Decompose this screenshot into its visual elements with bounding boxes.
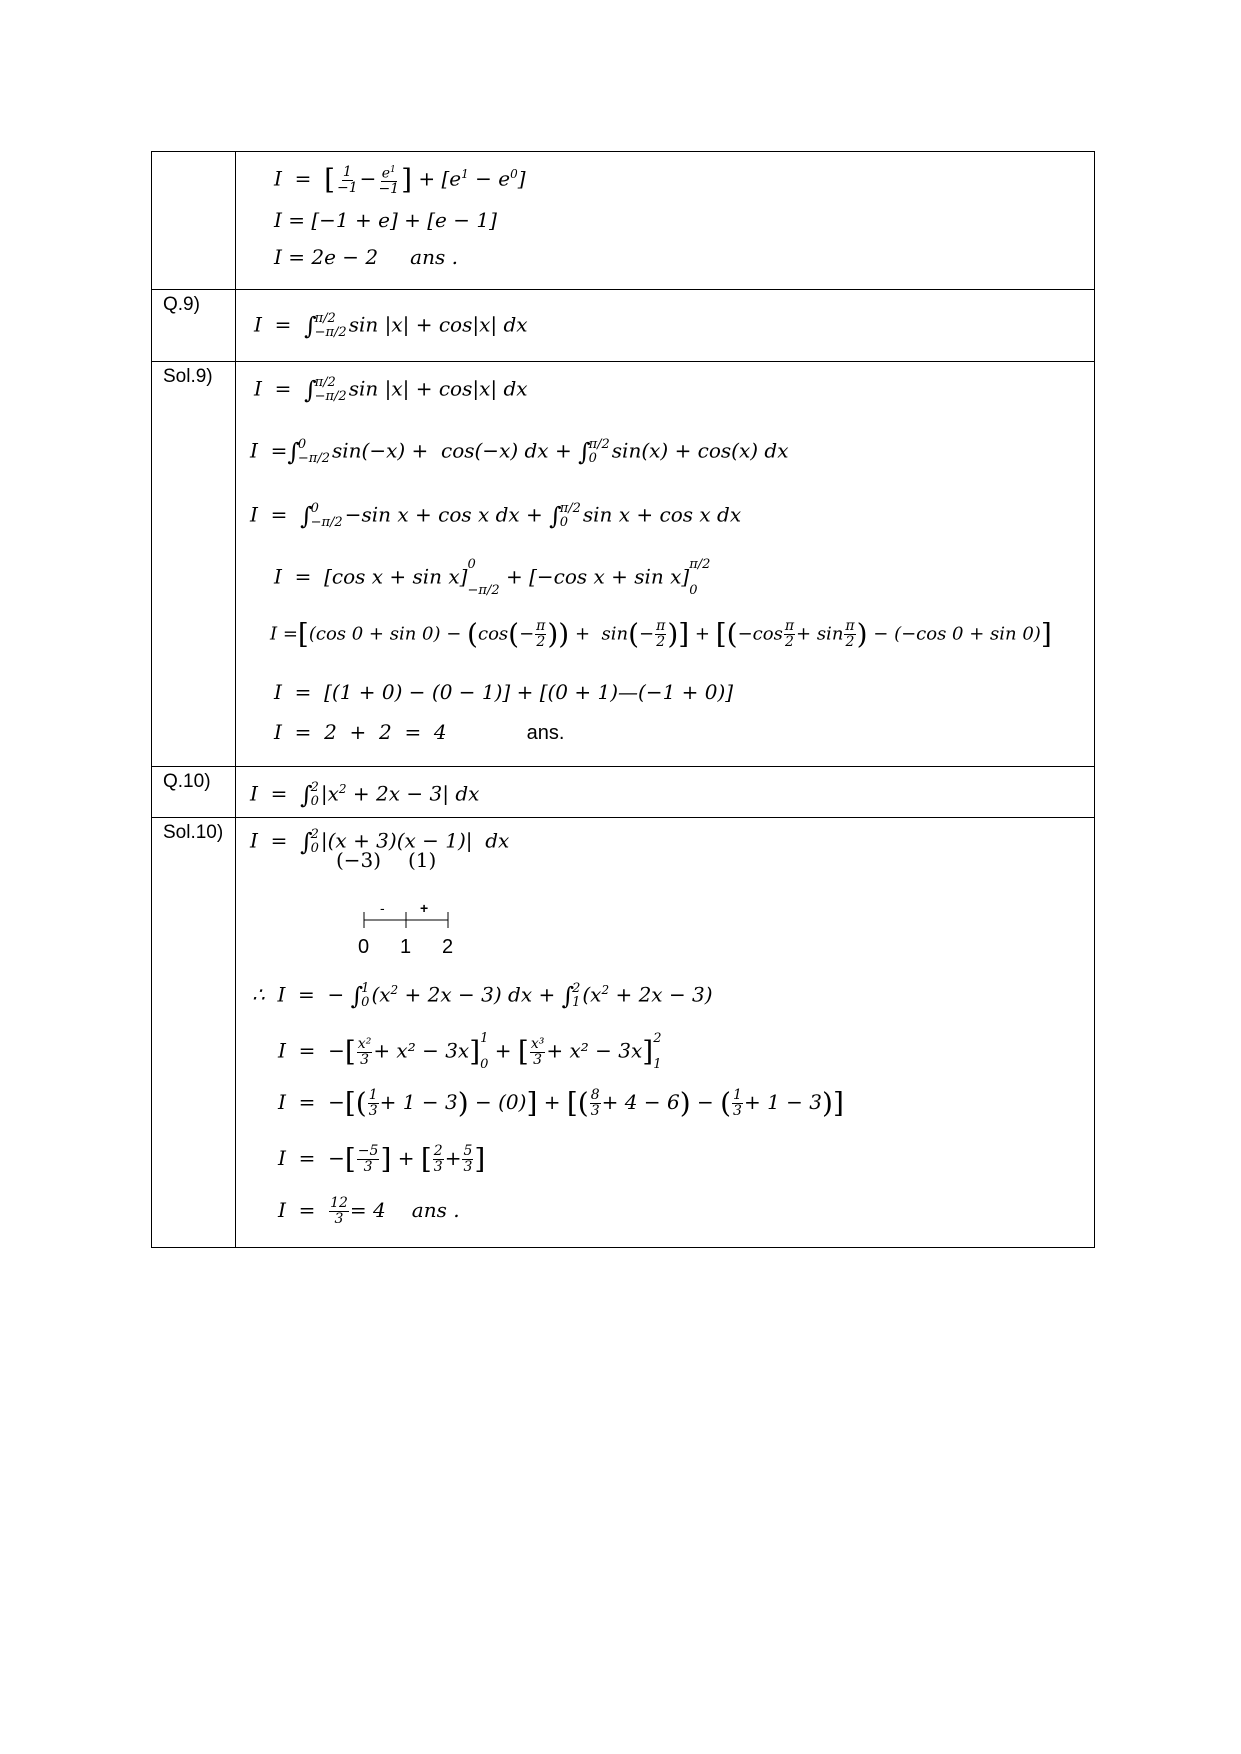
- equation-line: [274, 245, 458, 269]
- table-row: [152, 818, 1095, 1248]
- table-row: [152, 152, 1095, 290]
- question-equation: I = ∫ π/2 −π/2 sin |x| + cos|x| dx: [254, 311, 528, 340]
- solution-label: Sol.9): [152, 362, 236, 767]
- factor-root: (1): [408, 848, 437, 872]
- equation-line: I = [−1 + e] + [e − 1]: [274, 208, 497, 232]
- question-equation: I = ∫ 2 0 $|x^2 + 2x - 3|$ dx: [250, 780, 480, 810]
- factor-root: (−3): [336, 848, 382, 872]
- equation-line: I = [ $\frac{1}{-1}$ − $\frac{e^1}{-1}$ ] + $[e^1 - e^0]$: [274, 163, 526, 198]
- solution-content: [236, 362, 1095, 767]
- equation-line: I = [cos x + sin x] 0 −π/2 + [−cos x + sin x] π/2 0: [274, 557, 711, 598]
- equation-line: I = ∫ 2 0 |(x + 3)(x − 1)| dx: [250, 827, 510, 856]
- solutions-table: [151, 151, 1095, 1248]
- sign-plus: +: [420, 900, 429, 916]
- equation-line: I = −[ $\frac{\text{x²}}{3}$ + x² − 3x] 1 0 + [ $\frac{\text{x³}}{3}$ + x² − 3x] 2 1: [278, 1031, 662, 1072]
- tick-label: 0: [358, 936, 370, 958]
- table-row: [152, 290, 1095, 362]
- solution-content: [236, 818, 1095, 1248]
- sign-minus: -: [380, 900, 385, 916]
- equation-line: I = ∫ 0 −π/2 −sin x + cos x dx + ∫ π/2 0 sin x + cos x dx: [250, 501, 742, 530]
- sign-number-line: [356, 902, 456, 958]
- solution-label: Sol.10): [152, 818, 236, 1248]
- equation-line: I = [(1 + 0) − (0 − 1)] + [(0 + 1)—(−1 + 0)]: [274, 680, 734, 704]
- row-label: [152, 152, 236, 290]
- row-content: [236, 152, 1095, 290]
- equation-line: I = $\frac{12}{3}$ = 4 ans .: [278, 1195, 460, 1227]
- equation-line: I = 2 + 2 = 4 ans.: [274, 720, 565, 744]
- tick-label: 1: [400, 936, 412, 958]
- question-content: [236, 767, 1095, 818]
- question-label: Q.9): [152, 290, 236, 362]
- equation-line: I = −[( $\frac{1}{3}$ + 1 − 3) − (0)] + [( $\frac{8}{3}$ + 4 − 6) − ( $\frac{1}{3}$ + 1 − 3)]: [278, 1086, 844, 1120]
- answer-mark: ans.: [526, 722, 565, 744]
- equation-line: I = ∫ 0 −π/2 sin(−x) + cos(−x) dx + ∫ π/2 0 sin(x) + cos(x) dx: [250, 437, 789, 466]
- equation-line: I =[(cos 0 + sin 0) − (cos(− $\frac{\pi}{2}$ )) + sin(− $\frac{\pi}{2}$ )] + [(−cos $\frac{\pi}{2}$ + sin $\frac{\pi}{2}$ ) − (−cos 0 + sin 0)]: [270, 617, 1052, 651]
- answer-mark: ans .: [410, 245, 458, 269]
- equation-line: I = ∫ π/2 −π/2 sin |x| + cos|x| dx: [254, 375, 528, 404]
- number-line-axis: [356, 902, 456, 932]
- answer-mark: ans .: [411, 1198, 460, 1222]
- table-row: [152, 362, 1095, 767]
- tick-label: 2: [442, 936, 454, 958]
- question-label: Q.10): [152, 767, 236, 818]
- equation-line: ∴ I = − ∫ 1 0 $(x^2 + 2x - 3)$ dx + ∫ 2 1 $(x^2 + 2x - 3)$: [252, 981, 713, 1011]
- table-row: [152, 767, 1095, 818]
- solution-sheet: [151, 151, 1095, 1248]
- equation-line: I = −[ $\frac{-5}{3}$ ] + [ $\frac{2}{3}$ + $\frac{5}{3}$ ]: [278, 1142, 486, 1176]
- question-content: [236, 290, 1095, 362]
- equation-text: I = 2e − 2: [274, 245, 379, 269]
